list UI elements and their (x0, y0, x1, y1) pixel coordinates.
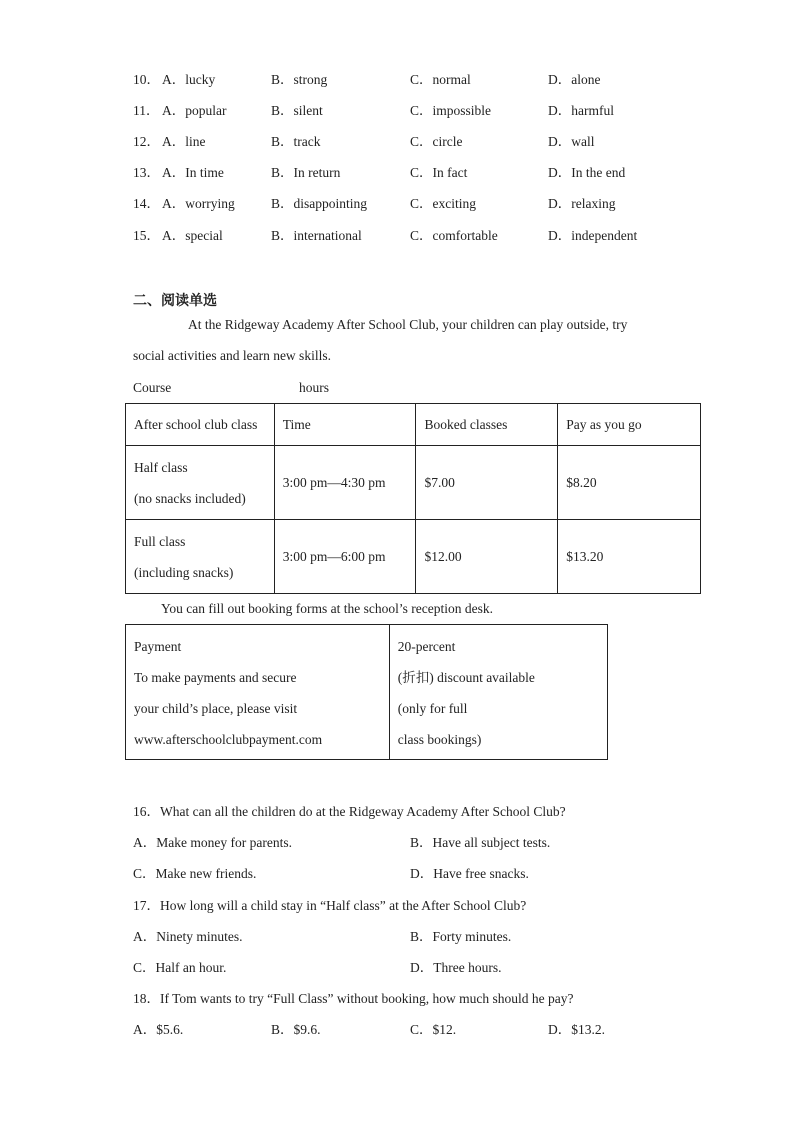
option-c[interactable]: C．impossible (410, 103, 492, 118)
option-c[interactable]: C．circle (410, 134, 463, 149)
option-b[interactable]: B．international (271, 228, 362, 243)
discount-line: 20-percent (397, 639, 456, 654)
table-header-cell: After school club class (126, 404, 275, 446)
table-header-row (126, 404, 701, 446)
class-name: Full class (134, 533, 186, 549)
option-d[interactable]: D．relaxing (548, 196, 616, 211)
option-a[interactable]: A．worrying (162, 196, 235, 211)
option-d[interactable]: D．wall (548, 134, 595, 149)
class-name-cell (126, 446, 275, 520)
table-row (126, 520, 701, 594)
option-b[interactable]: B．silent (271, 103, 323, 118)
discount-line: (only for full (397, 701, 468, 716)
discount-line: class bookings) (397, 732, 482, 747)
table-row (126, 446, 701, 520)
booked-price-cell: $7.00 (416, 446, 558, 520)
question-number: 11． (133, 103, 160, 118)
section-title: 二、阅读单选 (133, 293, 217, 309)
cloze-row-11 (0, 99, 794, 119)
intro-line-2: social activities and learn new skills. (133, 348, 331, 363)
option-b[interactable]: B．Have all subject tests. (410, 835, 551, 850)
question-stem: 17．How long will a child stay in “Half class” at the After School Club? (133, 898, 527, 913)
option-a[interactable]: A．In time (162, 165, 224, 180)
question-number: 15． (133, 228, 160, 243)
option-d[interactable]: D．Three hours. (410, 960, 502, 975)
option-b[interactable]: B．disappointing (271, 196, 368, 211)
question-number: 14． (133, 196, 160, 211)
cloze-row-10 (0, 68, 794, 88)
option-c[interactable]: C．exciting (410, 196, 476, 211)
payment-url: www.afterschoolclubpayment.com (134, 732, 323, 747)
class-note: (including snacks) (134, 564, 234, 580)
cloze-row-13 (0, 161, 794, 181)
option-a[interactable]: A．special (162, 228, 223, 243)
option-a[interactable]: A．Ninety minutes. (133, 929, 243, 944)
option-d[interactable]: D．In the end (548, 165, 626, 180)
fee-table (125, 403, 701, 594)
payg-price-cell: $8.20 (558, 446, 701, 520)
discount-line: (折扣) discount available (397, 670, 535, 685)
option-d[interactable]: D．alone (548, 72, 601, 87)
payg-price-cell: $13.20 (558, 520, 701, 594)
option-a[interactable]: A．$5.6. (133, 1022, 184, 1037)
table-header-cell: Pay as you go (558, 404, 701, 446)
table-header-cell: Time (274, 404, 416, 446)
question-stem: 16．What can all the children do at the Ridgeway Academy After School Club? (133, 804, 566, 819)
discount-info-cell (389, 625, 607, 760)
cloze-row-12 (0, 130, 794, 150)
class-name: Half class (134, 459, 188, 475)
payment-line: your child’s place, please visit (134, 701, 298, 716)
option-c[interactable]: C．Make new friends. (133, 866, 257, 881)
option-c[interactable]: C．comfortable (410, 228, 498, 243)
option-b[interactable]: B．track (271, 134, 321, 149)
option-d[interactable]: D．harmful (548, 103, 614, 118)
option-d[interactable]: D．$13.2. (548, 1022, 605, 1037)
option-c[interactable]: C．$12. (410, 1022, 457, 1037)
option-c[interactable]: C．In fact (410, 165, 468, 180)
option-c[interactable]: C．Half an hour. (133, 960, 227, 975)
payment-info-cell (126, 625, 390, 760)
payment-box (125, 624, 608, 760)
option-b[interactable]: B．strong (271, 72, 328, 87)
class-name-cell (126, 520, 275, 594)
time-cell: 3:00 pm—4:30 pm (274, 446, 416, 520)
option-a[interactable]: A．popular (162, 103, 227, 118)
payment-title: Payment (134, 639, 182, 654)
option-d[interactable]: D．Have free snacks. (410, 866, 529, 881)
hours-label: hours (299, 380, 329, 395)
time-cell: 3:00 pm—6:00 pm (274, 520, 416, 594)
option-b[interactable]: B．Forty minutes. (410, 929, 512, 944)
intro-line-1: At the Ridgeway Academy After School Club, your children can play outside, try (188, 317, 628, 332)
option-d[interactable]: D．independent (548, 228, 638, 243)
class-note: (no snacks included) (134, 490, 246, 506)
booking-note: You can fill out booking forms at the school’s reception desk. (161, 601, 493, 616)
option-a[interactable]: A．line (162, 134, 206, 149)
option-b[interactable]: B．In return (271, 165, 341, 180)
question-number: 10． (133, 72, 160, 87)
option-a[interactable]: A．Make money for parents. (133, 835, 292, 850)
payment-line: To make payments and secure (134, 670, 297, 685)
course-label: Course (133, 380, 172, 395)
option-b[interactable]: B．$9.6. (271, 1022, 321, 1037)
question-number: 13． (133, 165, 160, 180)
cloze-row-14 (0, 192, 794, 212)
table-header-cell: Booked classes (416, 404, 558, 446)
option-a[interactable]: A．lucky (162, 72, 216, 87)
question-number: 12． (133, 134, 160, 149)
option-c[interactable]: C．normal (410, 72, 471, 87)
booked-price-cell: $12.00 (416, 520, 558, 594)
question-stem: 18．If Tom wants to try “Full Class” without booking, how much should he pay? (133, 991, 574, 1006)
cloze-row-15 (0, 224, 794, 244)
